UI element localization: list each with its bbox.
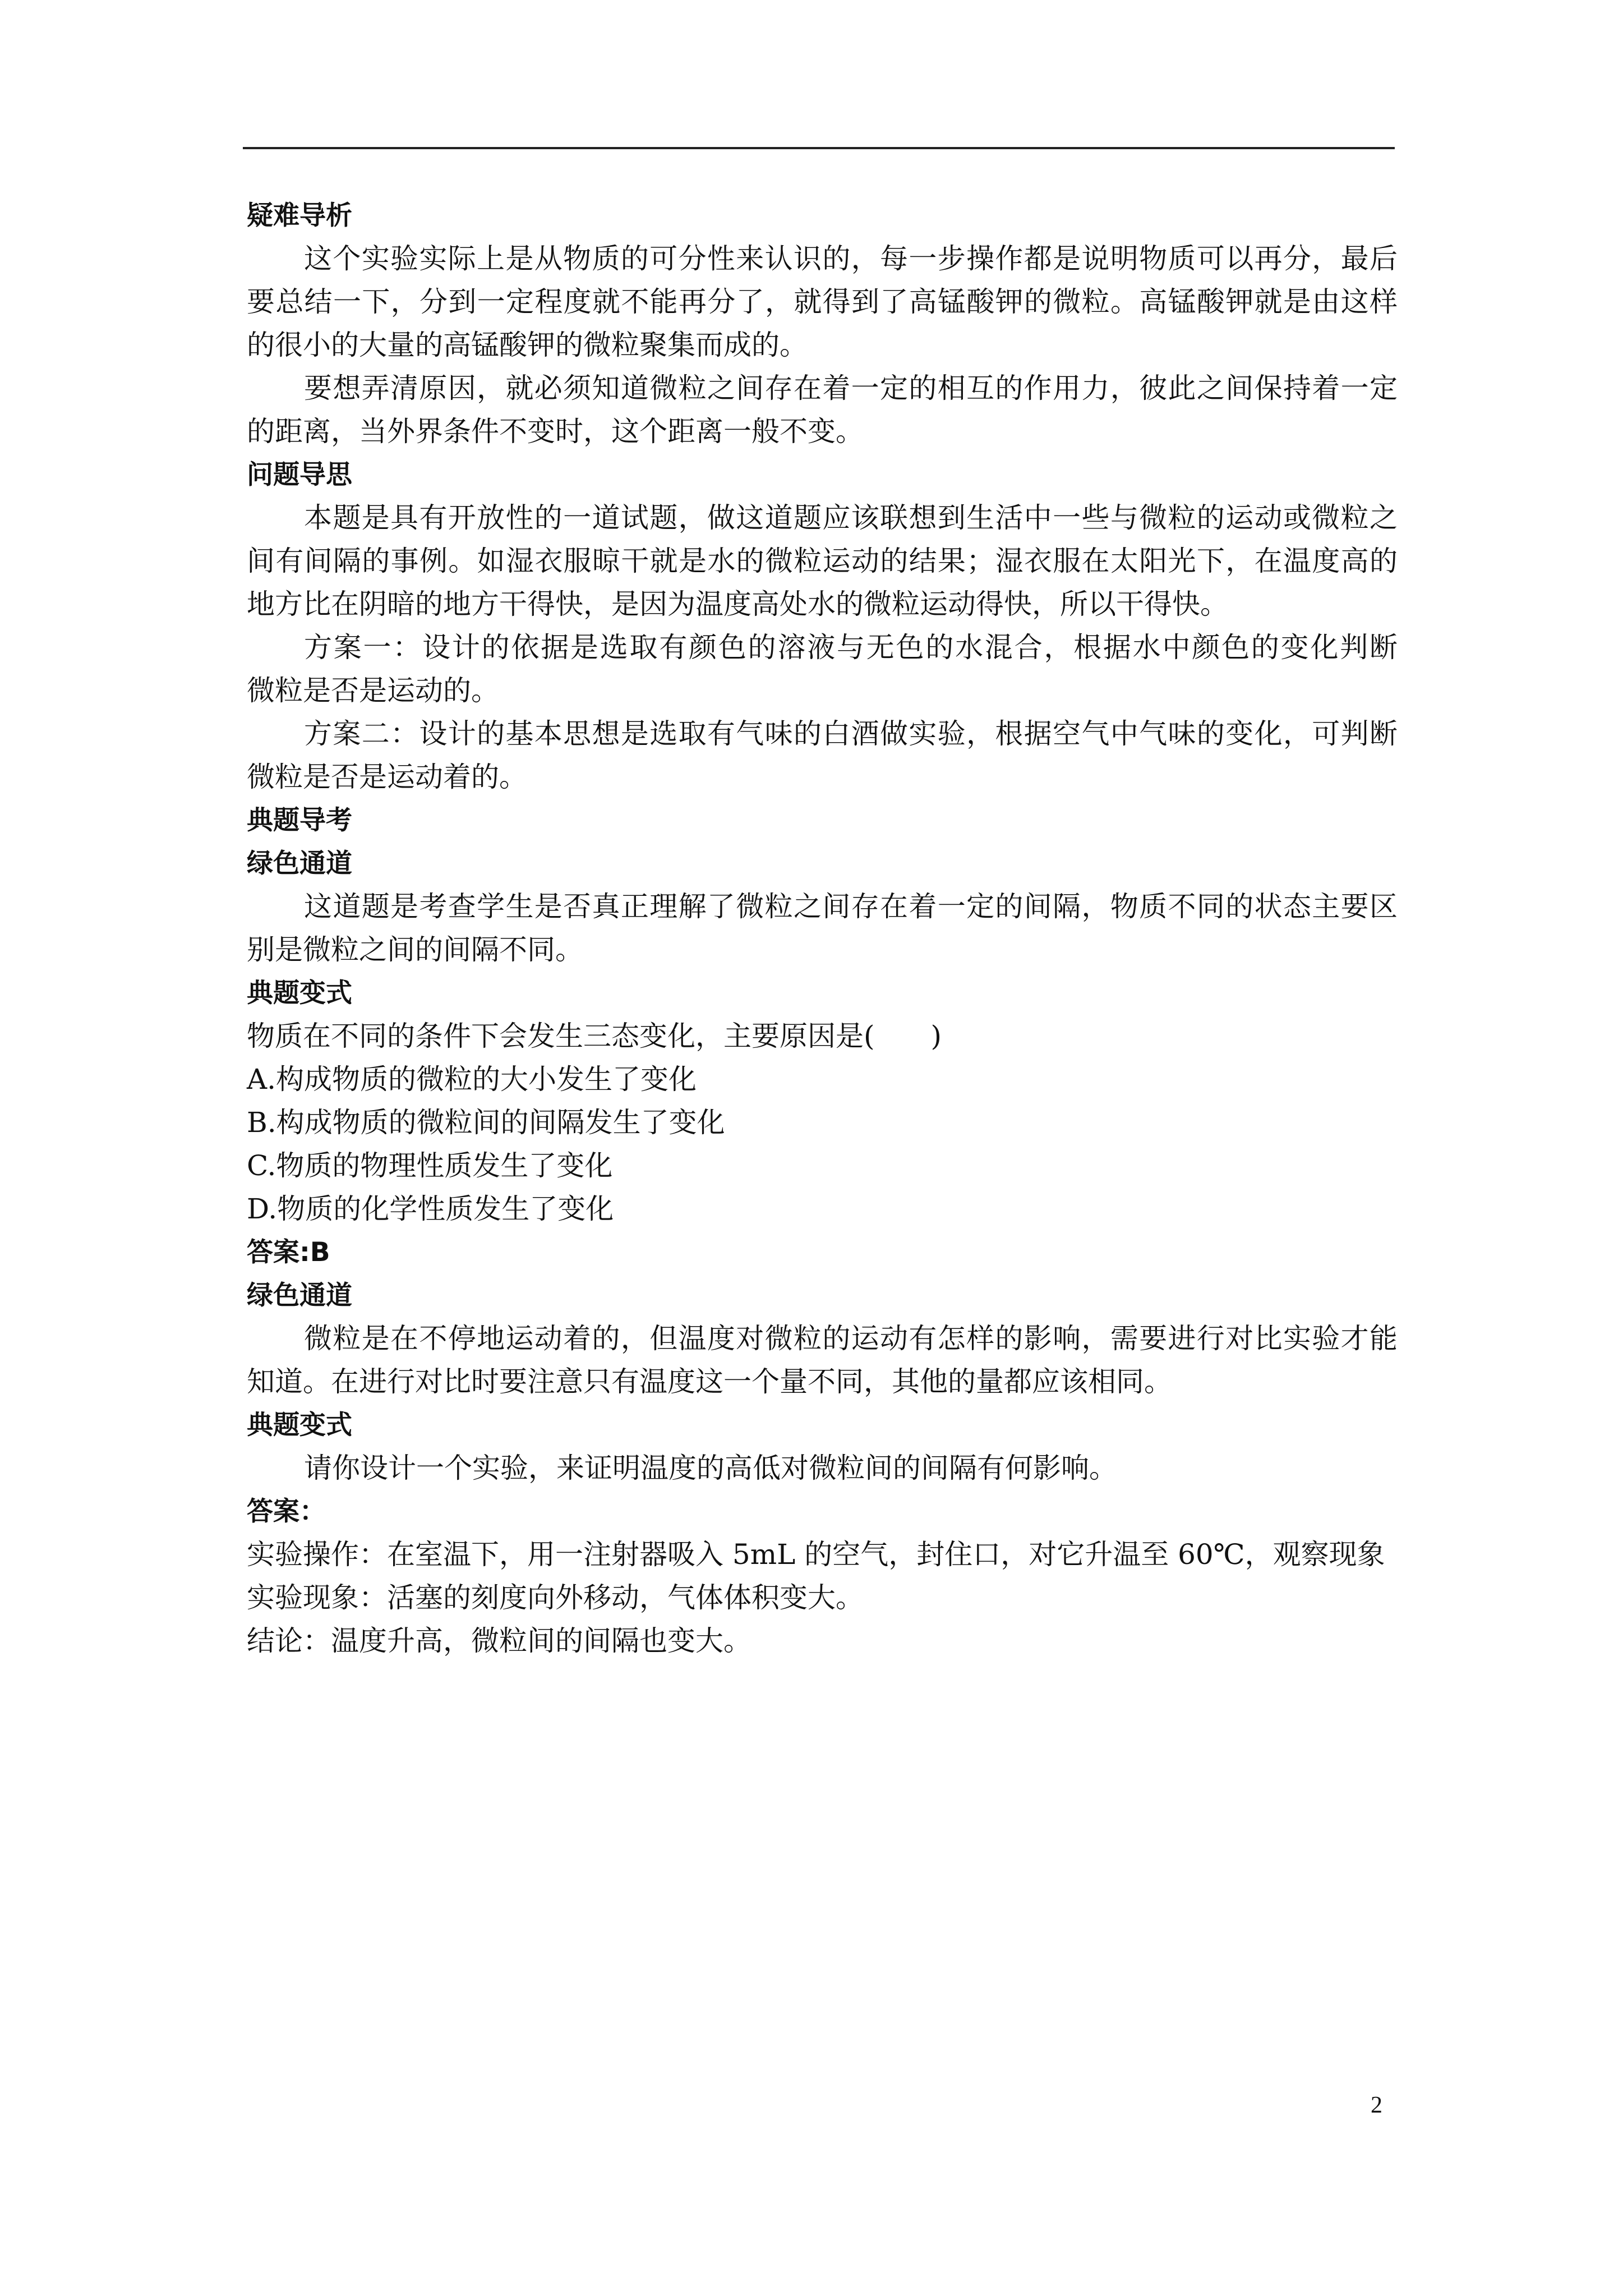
section-heading: 典题导考 [247,805,352,836]
header-rule [243,147,1395,149]
text-line: 微粒是否是运动的。 [247,674,499,707]
text-line: 间有间隔的事例。如湿衣服晾干就是水的微粒运动的结果；湿衣服在太阳光下，在温度高的 [247,545,1398,577]
text-line: D.物质的化学性质发生了变化 [247,1193,614,1225]
text-line: 本题是具有开放性的一道试题，做这道题应该联想到生活中一些与微粒的运动或微粒之 [304,501,1398,534]
text-line: 要想弄清原因，就必须知道微粒之间存在着一定的相互的作用力，彼此之间保持着一定 [304,372,1398,404]
section-heading: 问题导思 [247,459,352,490]
text-line: 微粒是在不停地运动着的，但温度对微粒的运动有怎样的影响，需要进行对比实验才能 [304,1322,1398,1355]
text-line: 物质在不同的条件下会发生三态变化，主要原因是( ) [247,1020,942,1052]
section-heading: 答案： [247,1496,326,1527]
text-line: 知道。在进行对比时要注意只有温度这一个量不同，其他的量都应该相同。 [247,1365,1172,1398]
section-heading: 绿色通道 [247,1280,352,1311]
text-line: B.构成物质的微粒间的间隔发生了变化 [247,1106,725,1139]
text-line: A.构成物质的微粒的大小发生了变化 [247,1063,697,1096]
text-line: 要总结一下，分到一定程度就不能再分了，就得到了高锰酸钾的微粒。高锰酸钾就是由这样 [247,286,1398,318]
text-line: C.物质的物理性质发生了变化 [247,1149,613,1182]
text-line: 请你设计一个实验，来证明温度的高低对微粒间的间隔有何影响。 [304,1452,1117,1484]
text-line: 别是微粒之间的间隔不同。 [247,933,583,966]
text-line: 的很小的大量的高锰酸钾的微粒聚集而成的。 [247,329,808,361]
text-line: 方案一：设计的依据是选取有颜色的溶液与无色的水混合，根据水中颜色的变化判断 [304,631,1398,664]
section-heading: 答案:B [247,1237,330,1268]
section-heading: 典题变式 [247,978,352,1009]
section-heading: 绿色通道 [247,848,352,879]
text-line: 地方比在阴暗的地方干得快，是因为温度高处水的微粒运动得快，所以干得快。 [247,588,1228,620]
page-number: 2 [1371,2092,1382,2118]
text-line: 结论：温度升高，微粒间的间隔也变大。 [247,1625,751,1657]
text-line: 这道题是考查学生是否真正理解了微粒之间存在着一定的间隔，物质不同的状态主要区 [304,890,1398,923]
document-body [247,194,1398,1663]
text-line: 这个实验实际上是从物质的可分性来认识的，每一步操作都是说明物质可以再分，最后 [304,242,1398,275]
text-line: 的距离，当外界条件不变时，这个距离一般不变。 [247,415,864,448]
text-line: 实验现象：活塞的刻度向外移动，气体体积变大。 [247,1581,864,1614]
text-line: 微粒是否是运动着的。 [247,761,527,793]
text-line: 方案二：设计的基本思想是选取有气味的白酒做实验，根据空气中气味的变化，可判断 [304,717,1398,750]
section-heading: 典题变式 [247,1410,352,1441]
section-heading: 疑难导析 [247,200,352,231]
text-line: 实验操作：在室温下，用一注射器吸入 5mL 的空气，封住口，对它升温至 60℃，观察现象 [247,1538,1385,1571]
